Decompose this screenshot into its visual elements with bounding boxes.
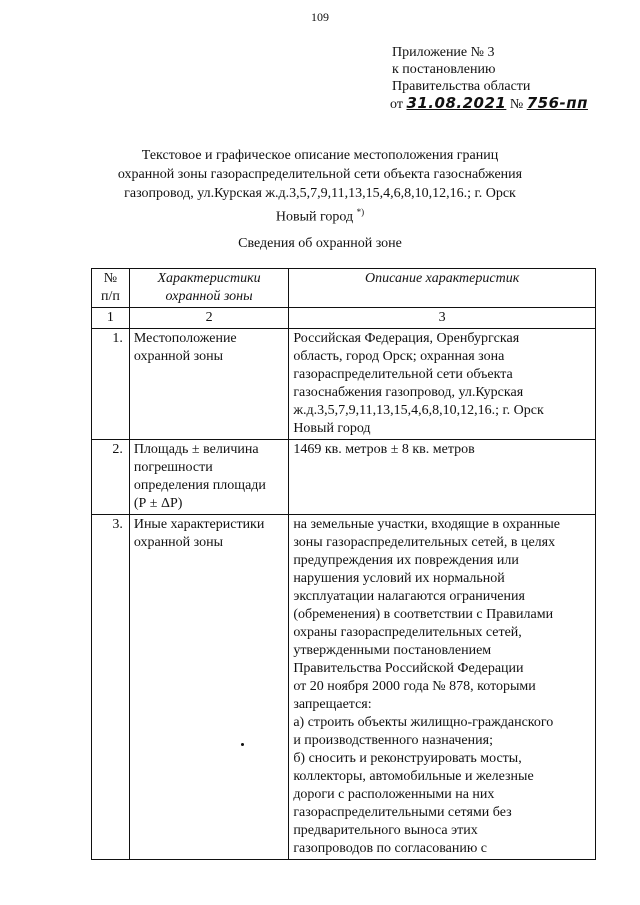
- row-description-line: Российская Федерация, Оренбургская: [293, 331, 520, 346]
- row-description-line: ж.д.3,5,7,9,11,13,15,4,6,8,10,12,16.; г. Орск: [293, 403, 544, 418]
- row-characteristic-line: определения площади: [133, 478, 266, 493]
- appendix-line-1: Приложение № 3: [392, 45, 495, 60]
- row-description-line: и производственного назначения;: [293, 733, 493, 748]
- row-characteristic-line: погрешности: [133, 460, 213, 475]
- row-index: 2.: [92, 440, 130, 515]
- row-description: [289, 515, 596, 860]
- row-description-line: газопроводов по согласованию с: [293, 841, 488, 856]
- row-description-line: от 20 ноября 2000 года № 878, которыми: [293, 679, 536, 694]
- handwritten-number: 756-пп: [526, 94, 588, 112]
- appendix-block: [392, 44, 588, 113]
- row-description-line: дороги с расположенными на них: [293, 787, 495, 802]
- row-index: 3.: [92, 515, 130, 860]
- number-prefix: №: [509, 97, 524, 112]
- row-characteristic: [129, 515, 288, 860]
- header-characteristics-cell: [129, 269, 288, 308]
- appendix-line-2: к постановлению: [392, 62, 496, 77]
- row-description-line: на земельные участки, входящие в охранные: [293, 517, 561, 532]
- row-description-line: эксплуатации налагаются ограничения: [293, 589, 525, 604]
- title-line-4: [90, 203, 550, 227]
- table-row: [92, 440, 596, 515]
- row-characteristic: [129, 329, 288, 440]
- header-description-cell: Описание характеристик: [289, 269, 596, 308]
- row-characteristic-line: охранной зоны: [133, 349, 224, 364]
- row-description-line: коллекторы, автомобильные и железные: [293, 769, 534, 784]
- title-line-2: охранной зоны газораспределительной сети объекта газоснабжения: [117, 167, 523, 182]
- row-description-line: область, город Орск; охранная зона: [293, 349, 505, 364]
- header-char-line-1: Характеристики: [157, 271, 261, 286]
- date-prefix: от: [390, 97, 403, 112]
- row-characteristic-line: охранной зоны: [133, 535, 224, 550]
- handwritten-date: 31.08.2021: [406, 94, 507, 112]
- table-row: [92, 515, 596, 860]
- row-description-line: Новый город: [293, 421, 371, 436]
- title-line-1: Текстовое и графическое описание местоположения границ: [141, 148, 499, 163]
- appendix-date-line: [390, 95, 588, 113]
- row-characteristic-line: Иные характеристики: [133, 517, 265, 532]
- stray-dot-mark: [241, 743, 244, 746]
- row-description-line: предупреждения их повреждения или: [293, 553, 519, 568]
- title-line-4-text: Новый город: [275, 209, 354, 225]
- row-description: [289, 440, 596, 515]
- row-description-line: а) строить объекты жилищно-гражданского: [293, 715, 554, 730]
- row-description-line: нарушения условий их нормальной: [293, 571, 505, 586]
- header-number-cell: [92, 269, 130, 308]
- row-index: 1.: [92, 329, 130, 440]
- row-description-line: газораспределительными сетями без: [293, 805, 512, 820]
- column-number-1: 1: [92, 308, 130, 329]
- row-characteristic-line: Площадь ± величина: [133, 442, 259, 457]
- row-description-line: зоны газораспределительных сетей, в целях: [293, 535, 556, 550]
- section-subtitle: Сведения об охранной зоне: [238, 236, 402, 251]
- column-number-2: 2: [129, 308, 288, 329]
- row-description-line: предварительного выноса этих: [293, 823, 478, 838]
- footnote-mark: *): [356, 207, 365, 217]
- table-row: [92, 329, 596, 440]
- row-description-line: газораспределительной сети объекта: [293, 367, 513, 382]
- zone-info-table: [91, 268, 596, 860]
- row-characteristic-line: (Р ± ΔР): [133, 496, 183, 511]
- row-description-line: Правительства Российской Федерации: [293, 661, 524, 676]
- row-characteristic: [129, 440, 288, 515]
- appendix-line-3: Правительства области: [392, 79, 531, 94]
- header-number-line-2: п/п: [100, 289, 120, 304]
- column-number-3: 3: [289, 308, 596, 329]
- row-description-line: б) сносить и реконструировать мосты,: [293, 751, 522, 766]
- table-header-row: [92, 269, 596, 308]
- row-description-line: газоснабжения газопровод, ул.Курская: [293, 385, 524, 400]
- document-title: [90, 146, 550, 227]
- page-number: 109: [311, 10, 329, 24]
- header-char-line-2: охранной зоны: [165, 289, 253, 304]
- row-description-line: запрещается:: [293, 697, 372, 712]
- header-number-line-1: №: [103, 271, 118, 286]
- title-line-3: газопровод, ул.Курская ж.д.3,5,7,9,11,13,15,4,6,8,10,12,16.; г. Орск: [124, 186, 516, 201]
- row-description-line: утвержденными постановлением: [293, 643, 492, 658]
- row-description: [289, 329, 596, 440]
- row-description-line: охраны газораспределительных сетей,: [293, 625, 522, 640]
- row-description-line: (обременения) в соответствии с Правилами: [293, 607, 554, 622]
- column-number-row: [92, 308, 596, 329]
- row-description-line: 1469 кв. метров ± 8 кв. метров: [293, 442, 475, 457]
- row-characteristic-line: Местоположение: [133, 331, 237, 346]
